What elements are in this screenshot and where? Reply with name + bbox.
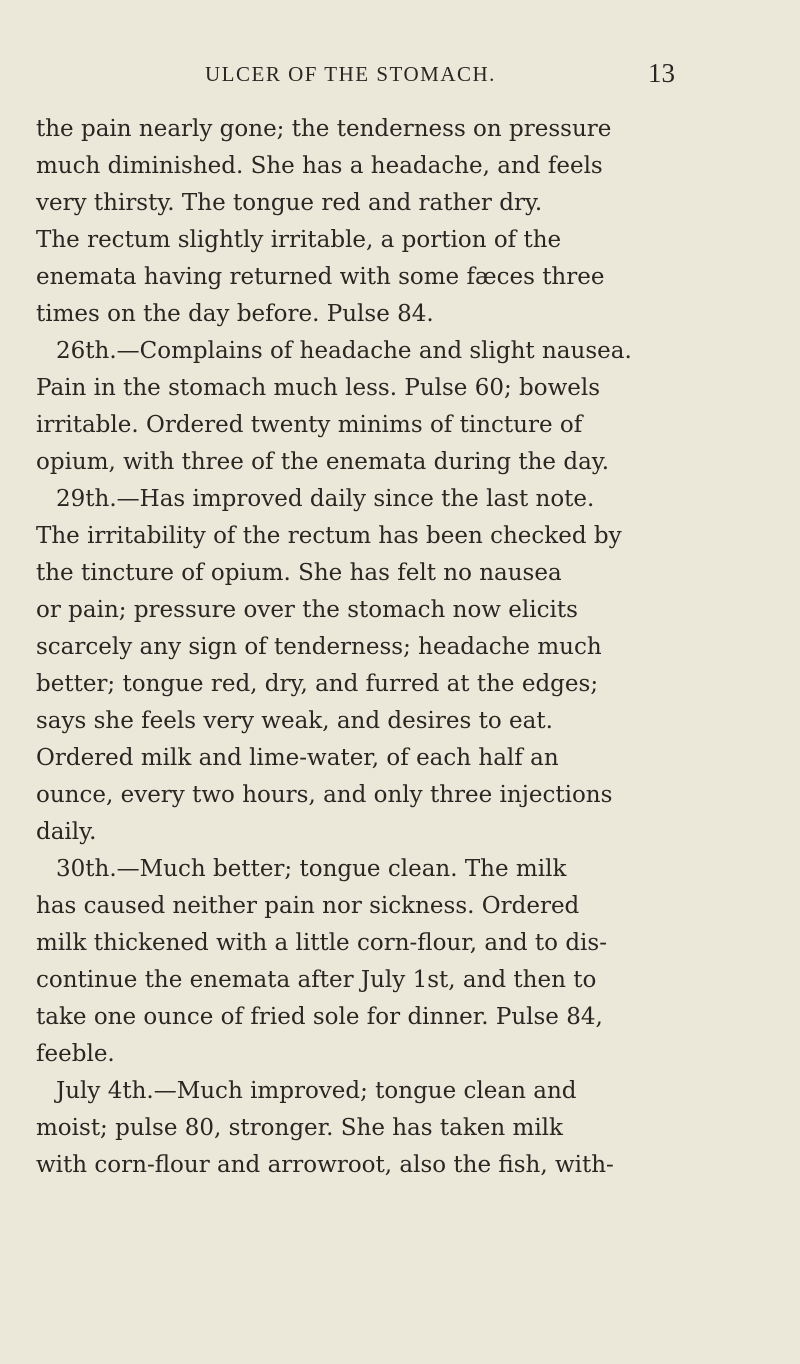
text-line: has caused neither pain nor sickness. Ordered	[36, 893, 580, 919]
text-line: scarcely any sign of tenderness; headache much	[36, 634, 602, 660]
text-line: take one ounce of fried sole for dinner. Pulse 84,	[36, 1004, 603, 1030]
text-line: ounce, every two hours, and only three injections	[36, 782, 613, 808]
text-line: or pain; pressure over the stomach now elicits	[36, 597, 578, 623]
text-line: enemata having returned with some fæces three	[36, 264, 605, 290]
text-line: moist; pulse 80, stronger. She has taken milk	[36, 1115, 563, 1141]
text-line: 26th.—Complains of headache and slight nausea.	[56, 338, 632, 364]
text-line: times on the day before. Pulse 84.	[36, 301, 434, 327]
text-line: says she feels very weak, and desires to eat.	[36, 708, 553, 734]
page-number: 13	[648, 58, 675, 88]
text-line: feeble.	[36, 1041, 115, 1067]
text-line: the tincture of opium. She has felt no nausea	[36, 560, 562, 586]
text-line: Pain in the stomach much less. Pulse 60; bowels	[36, 375, 601, 401]
text-line: The irritability of the rectum has been checked by	[36, 523, 622, 549]
text-line: with corn-flour and arrowroot, also the fish, with-	[36, 1152, 614, 1178]
text-line: daily.	[36, 819, 97, 845]
text-line: 30th.—Much better; tongue clean. The milk	[56, 856, 567, 882]
text-line: irritable. Ordered twenty minims of tincture of	[36, 412, 583, 438]
running-head: ULCER OF THE STOMACH.	[205, 62, 496, 86]
text-line: milk thickened with a little corn-flour, and to dis-	[36, 930, 607, 956]
text-line: very thirsty. The tongue red and rather dry.	[36, 190, 543, 216]
text-line: July 4th.—Much improved; tongue clean and	[56, 1078, 577, 1104]
text-line: Ordered milk and lime-water, of each half an	[36, 745, 559, 771]
text-line: continue the enemata after July 1st, and then to	[36, 967, 597, 993]
text-line: The rectum slightly irritable, a portion of the	[36, 227, 562, 253]
text-line: opium, with three of the enemata during the day.	[36, 449, 610, 475]
text-line: 29th.—Has improved daily since the last note.	[56, 486, 595, 512]
text-line: the pain nearly gone; the tenderness on pressure	[36, 116, 612, 142]
text-line: better; tongue red, dry, and furred at the edges;	[36, 671, 599, 697]
page-header	[0, 58, 800, 92]
text-line: much diminished. She has a headache, and feels	[36, 153, 603, 179]
